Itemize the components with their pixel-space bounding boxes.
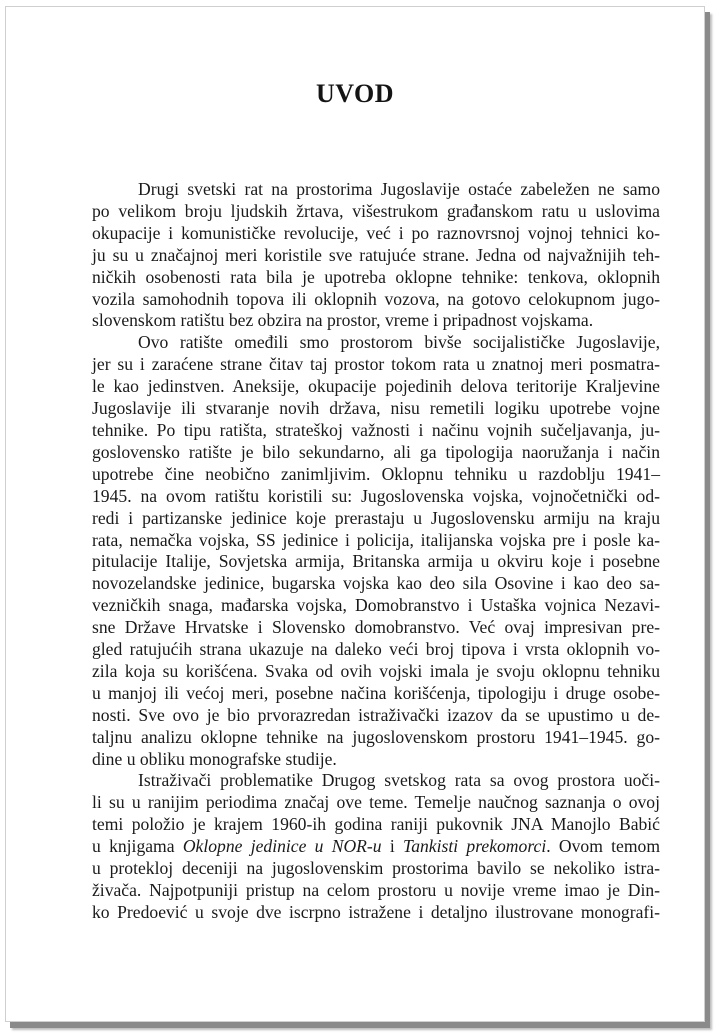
text-line: vozila samohodnih topova ili oklopnih vozova, na gotovo celokupnom jugo- <box>92 288 660 309</box>
text-line: Drugi svetski rat na prostorima Jugoslavije ostaće zabeležen ne samo <box>138 179 660 199</box>
text-line: tehnike. Po tipu ratišta, strateškoj važnosti i načinu vojnih sučeljavanja, ju- <box>92 419 660 440</box>
text-line: jer su i zaraćene strane čitav taj prostor tokom rata u znatnoj meri posmatra- <box>92 354 660 375</box>
text-line: živača. Najpotpuniji pristup na celom prostoru u novije vreme imao je Din- <box>92 880 660 900</box>
text-line: zila koja su korišćena. Svaka od ovih vojski imala je svoju oklopnu tehniku <box>92 660 660 681</box>
text-line: dine u obliku monografske studije. <box>92 748 337 769</box>
text-line: Istraživači problematike Drugog svetskog rata sa ovog prostora uoči- <box>138 770 660 791</box>
text-line: po velikom broju ljudskih žrtava, višestrukom građanskom ratu u uslovima <box>92 200 660 221</box>
text-line: sne Države Hrvatske i Slovensko domobranstvo. Već ovaj impresivan pre- <box>92 617 660 638</box>
book-title: Oklopne jedinice u NOR-u <box>182 836 382 857</box>
text-line: li su u ranijim periodima značaj ove teme. Temelje naučnog saznanja o ovoj <box>92 792 660 813</box>
text-line: goslovensko ratište je bilo sekundarno, ali ga tipologija naoružanja i način <box>92 441 660 462</box>
text-line: ju su u značajnoj meri koristile sve ratujuće strane. Jedna od najvažnijih teh- <box>92 244 660 265</box>
text-segment: u knjigama <box>92 836 183 857</box>
text-line: okupacije i komunističke revolucije, već i po raznovrsnoj vojnoj tehnici ko- <box>92 222 660 243</box>
text-line: Ovo ratište omeđili smo prostorom bivše socijalističke Jugoslavije, <box>138 332 660 353</box>
text-line: rata, nemačka vojska, SS jedinice i policija, italijanska vojska pre i posle ka- <box>92 529 660 550</box>
text-line: taljnu analizu oklopne tehnike na jugoslovenskom prostoru 1941–1945. go- <box>92 726 660 747</box>
text-line: ko Predoević u svoje dve iscrpno istražene i detaljno ilustrovane monografi- <box>92 901 660 922</box>
text-segment: . Ovom temom <box>546 836 661 857</box>
text-line: temi položio je krajem 1960-ih godina raniji pukovnik JNA Manojlo Babić <box>92 814 660 835</box>
text-line: slovenskom ratištu bez obzira na prostor, vreme i pripadnost vojskama. <box>92 310 594 331</box>
text-line: upotrebe čine neobično zanimljivim. Oklopnu tehniku u razdoblju 1941– <box>92 463 660 484</box>
text-line: u manjoj ili većoj meri, posebne načina korišćenja, tipologiju i druge osobe- <box>92 682 660 703</box>
text-line: nosti. Sve ovo je bio prvorazredan istraživački izazov da se upustimo u de- <box>92 704 660 725</box>
text-line: gled ratujućih strana ukazuje na daleko veći broj tipova i vrsta oklopnih vo- <box>92 639 660 660</box>
text-line: Jugoslavije ili stvaranje novih država, nisu remetili logiku upotrebe vojne <box>92 398 660 419</box>
paragraph-2 <box>92 332 660 770</box>
text-line: pitulacije Italije, Sovjetska armija, Britanska armija u okviru koje i posebne <box>92 551 660 572</box>
text-line: ničkih osobenosti rata bila je upotreba oklopne tehnike: tenkova, oklopnih <box>92 266 660 287</box>
text-line: novozelandske jedinice, bugarska vojska kao deo sila Osovine i kao deo sa- <box>92 573 660 594</box>
text-line: u proteklој deceniji na jugoslovenskim prostorima bavilo se nekoliko istra- <box>92 858 660 879</box>
text-line: vezničkih snaga, mađarska vojska, Domobranstvo i Ustaška vojnica Nezavi- <box>92 595 660 616</box>
text-segment: i <box>381 836 404 857</box>
paragraph-3 <box>92 770 660 923</box>
document-page <box>5 6 705 1022</box>
text-line-with-titles <box>92 836 660 858</box>
body-text <box>92 179 660 924</box>
paragraph-1 <box>92 179 660 332</box>
book-title: Tankisti prekomorci <box>403 836 547 857</box>
text-line: le kao jedinstven. Aneksije, okupacije pojedinih delova teritorije Kraljevine <box>92 376 660 397</box>
text-line: redi i partizanske jedinice koje prerastaju u Jugoslovensku armiju na kraju <box>92 507 660 528</box>
text-line: 1945. na ovom ratištu koristili su: Jugoslovenska vojska, vojnočetnički od- <box>92 485 660 506</box>
page-title: UVOD <box>315 79 395 108</box>
